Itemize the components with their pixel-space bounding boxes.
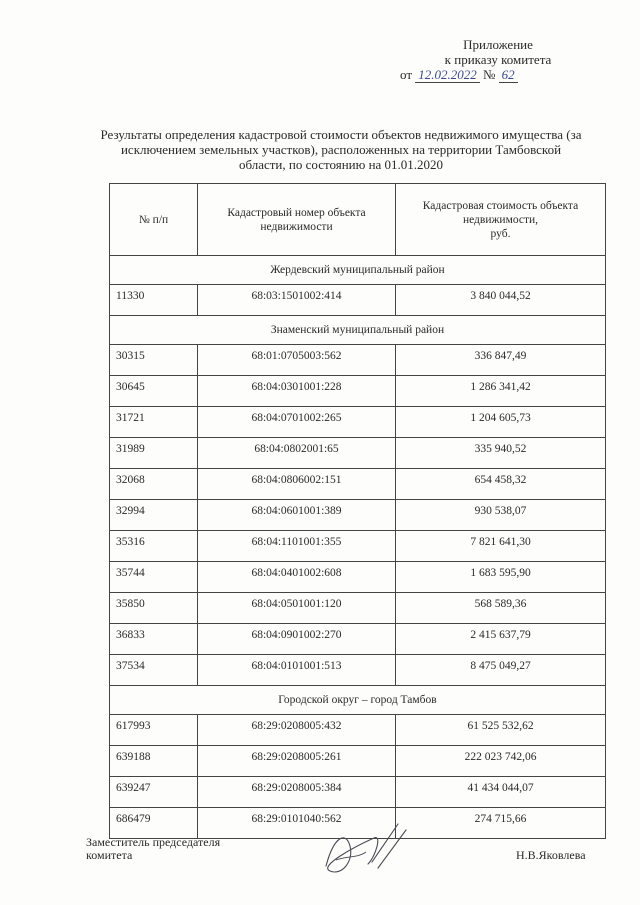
cadastral-cost: 7 821 641,30 [396,531,606,562]
cadastral-number: 68:04:1101001:355 [198,531,396,562]
appendix-date-number [398,67,598,82]
row-number: 35316 [110,531,198,562]
row-number: 30315 [110,345,198,376]
table-row [110,715,606,746]
row-number: 11330 [110,285,198,316]
section-row [110,316,606,345]
cadastral-number: 68:04:0501001:120 [198,593,396,624]
cadastral-number: 68:04:0401002:608 [198,562,396,593]
table-row [110,593,606,624]
handwritten-signature [316,816,416,886]
cadastral-cost: 654 458,32 [396,469,606,500]
cadastral-cost: 3 840 044,52 [396,285,606,316]
cadastral-cost: 336 847,49 [396,345,606,376]
row-number: 617993 [110,715,198,746]
cadastral-cost: 930 538,07 [396,500,606,531]
cadastral-number: 68:29:0208005:432 [198,715,396,746]
row-number: 639247 [110,777,198,808]
row-number: 639188 [110,746,198,777]
cadastral-number: 68:04:0901002:270 [198,624,396,655]
table-row [110,376,606,407]
row-number: 686479 [110,808,198,839]
table-row [110,438,606,469]
section-title: Жердевский муниципальный район [110,256,606,285]
appendix-header [398,37,598,82]
cadastral-number: 68:29:0208005:261 [198,746,396,777]
row-number: 37534 [110,655,198,686]
table-body [110,256,606,839]
table-row [110,562,606,593]
appendix-order-ref: к приказу комитета [444,52,552,67]
row-number: 31721 [110,407,198,438]
cadastral-cost: 222 023 742,06 [396,746,606,777]
cadastral-number: 68:29:0208005:384 [198,777,396,808]
cadastral-cost: 2 415 637,79 [396,624,606,655]
cadastral-number: 68:03:1501002:414 [198,285,396,316]
table-row [110,777,606,808]
table-row [110,746,606,777]
table-row [110,655,606,686]
row-number: 32068 [110,469,198,500]
header-cadastral: Кадастровый номер объекта недвижимости [198,184,396,256]
cadastral-cost: 1 683 595,90 [396,562,606,593]
table-row [110,345,606,376]
table-row [110,531,606,562]
header-cost: Кадастровая стоимость объекта недвижимости, руб. [396,184,606,256]
section-row [110,256,606,285]
header-num: № п/п [110,184,198,256]
document-title: Результаты определения кадастровой стоимости объектов недвижимого имущества (за исключением земельных участков), расположенных на территории Тамбовской области, по состоянию на 01.01.2020 [100,127,582,172]
cadastral-cost: 1 286 341,42 [396,376,606,407]
cadastral-number: 68:29:0101040:562 [198,808,396,839]
table-row [110,285,606,316]
cadastral-cost: 1 204 605,73 [396,407,606,438]
cadastral-cost: 8 475 049,27 [396,655,606,686]
cadastral-cost: 274 715,66 [396,808,606,839]
table-row [110,407,606,438]
cadastral-number: 68:04:0101001:513 [198,655,396,686]
signatory-name: Н.В.Яковлева [516,848,586,862]
order-number: 62 [499,67,518,83]
cadastral-cost: 41 434 044,07 [396,777,606,808]
section-title: Городской округ – город Тамбов [110,686,606,715]
row-number: 31989 [110,438,198,469]
signatory-role: Заместитель председателя комитета [86,835,221,862]
cadastral-value-table [109,183,606,839]
cadastral-cost: 568 589,36 [396,593,606,624]
row-number: 36833 [110,624,198,655]
section-row [110,686,606,715]
cadastral-cost: 335 940,52 [396,438,606,469]
row-number: 30645 [110,376,198,407]
table-header-row [110,184,606,256]
cadastral-number: 68:04:0301001:228 [198,376,396,407]
number-prefix: № [483,67,496,82]
row-number: 32994 [110,500,198,531]
order-date: 12.02.2022 [415,67,480,83]
cadastral-number: 68:04:0806002:151 [198,469,396,500]
cadastral-cost: 61 525 532,62 [396,715,606,746]
table-row [110,500,606,531]
table-row [110,624,606,655]
cadastral-number: 68:04:0701002:265 [198,407,396,438]
cadastral-number: 68:04:0802001:65 [198,438,396,469]
row-number: 35744 [110,562,198,593]
table-row [110,469,606,500]
row-number: 35850 [110,593,198,624]
section-title: Знаменский муниципальный район [110,316,606,345]
appendix-title: Приложение [463,37,533,52]
date-prefix: от [400,67,413,82]
cadastral-number: 68:04:0601001:389 [198,500,396,531]
cadastral-number: 68:01:0705003:562 [198,345,396,376]
